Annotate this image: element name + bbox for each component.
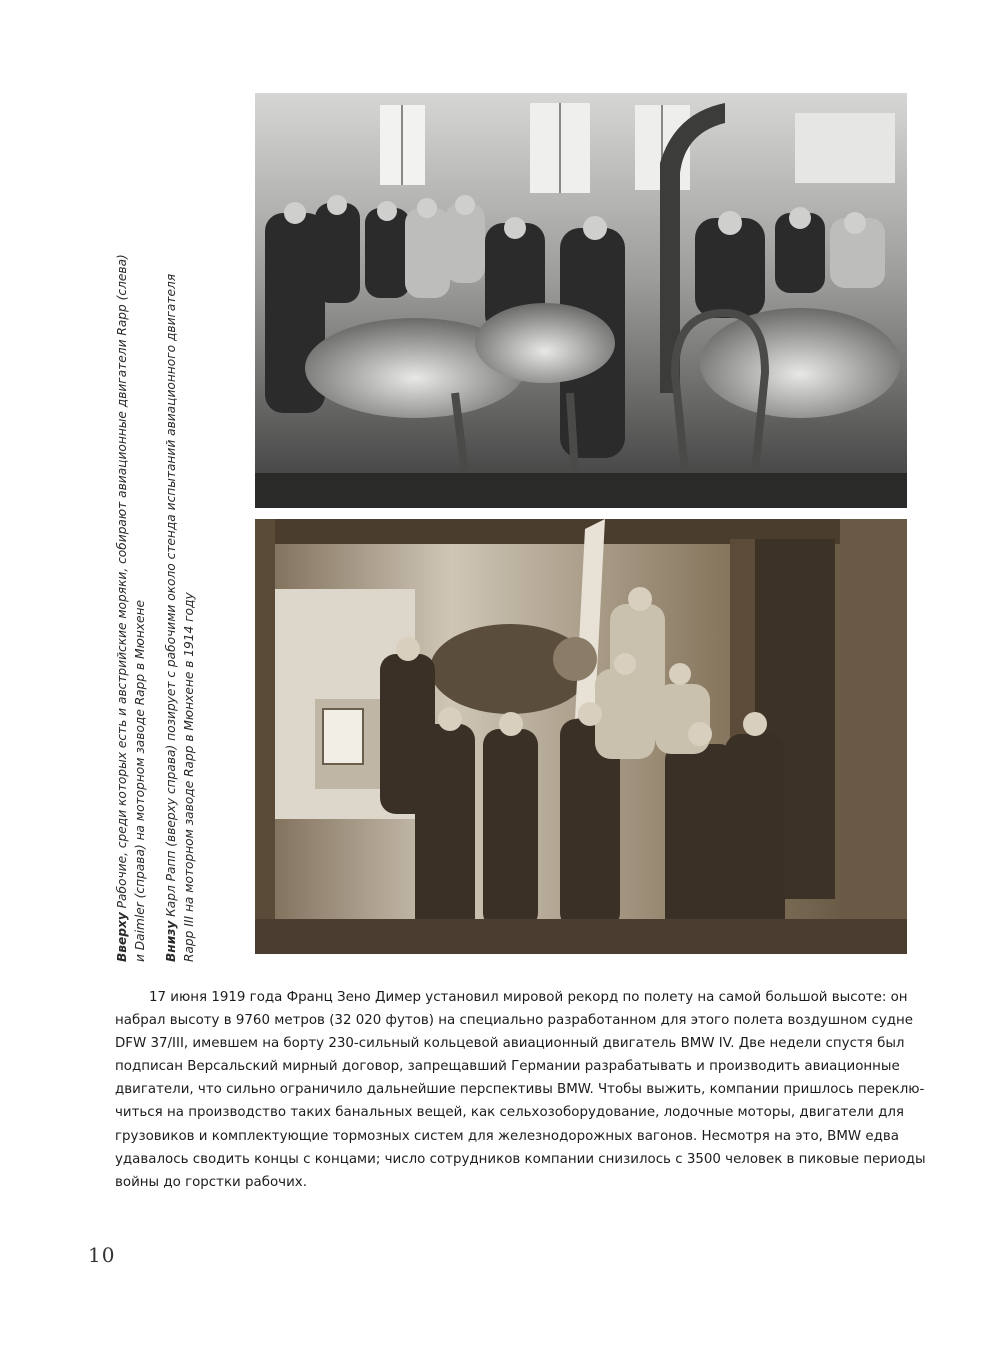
caption-top-label: Вверху xyxy=(115,912,129,962)
caption-top-line1 xyxy=(113,254,131,962)
body-line: удавалось сводить концы с концами; число сотрудников компании снизилось с 3500 человек в пиковые периоды xyxy=(115,1151,926,1167)
caption-bottom-line2: Rapp III на моторном заводе Rapp в Мюнхене в 1914 году xyxy=(182,592,196,962)
caption-top-text: Рабочие, среди которых есть и австрийские моряки, собирают авиационные двигатели Rapp (слева) xyxy=(115,254,129,913)
page-number: 10 xyxy=(88,1243,116,1267)
body-line: войны до горстки рабочих. xyxy=(115,1174,307,1190)
photo-engine-test-stand xyxy=(255,519,907,954)
caption-top-line2: и Daimler (справа) на моторном заводе Rapp в Мюнхене xyxy=(133,600,147,962)
photo-workshop-engines xyxy=(255,93,907,508)
body-line: набрал высоту в 9760 метров (32 020 футов) на специально разработанном для этого полета воздушном судне xyxy=(115,1013,914,1029)
body-line: 17 июня 1919 года Франц Зено Димер установил мировой рекорд по полету на самой большой высоте: он xyxy=(149,990,908,1005)
body-line: читься на производство таких банальных вещей, как сельхозоборудование, лодочные моторы, двигатели для xyxy=(115,1105,904,1121)
caption-top xyxy=(113,254,149,962)
caption-bottom-line1 xyxy=(162,262,180,962)
caption-bottom-label: Внизу xyxy=(164,920,178,962)
caption-bottom xyxy=(162,262,198,962)
body-line: DFW 37/III, имевшем на борту 230-сильный кольцевой авиационный двигатель BMW IV. Две недели спустя был xyxy=(115,1036,905,1052)
body-line: двигатели, что сильно ограничило дальнейшие перспективы BMW. Чтобы выжить, компании пришлось переклю- xyxy=(115,1082,925,1098)
body-line: подписан Версальский мирный договор, запрещавший Германии разрабатывать и производить авиационные xyxy=(115,1059,900,1075)
body-paragraph xyxy=(115,986,926,1194)
body-line: грузовиков и комплектующие тормозных систем для железнодорожных вагонов. Несмотря на это, BMW едва xyxy=(115,1128,899,1144)
caption-bottom-text: Карл Рапп (вверху справа) позирует с рабочими около стенда испытаний авиационного двигателя xyxy=(164,273,178,921)
